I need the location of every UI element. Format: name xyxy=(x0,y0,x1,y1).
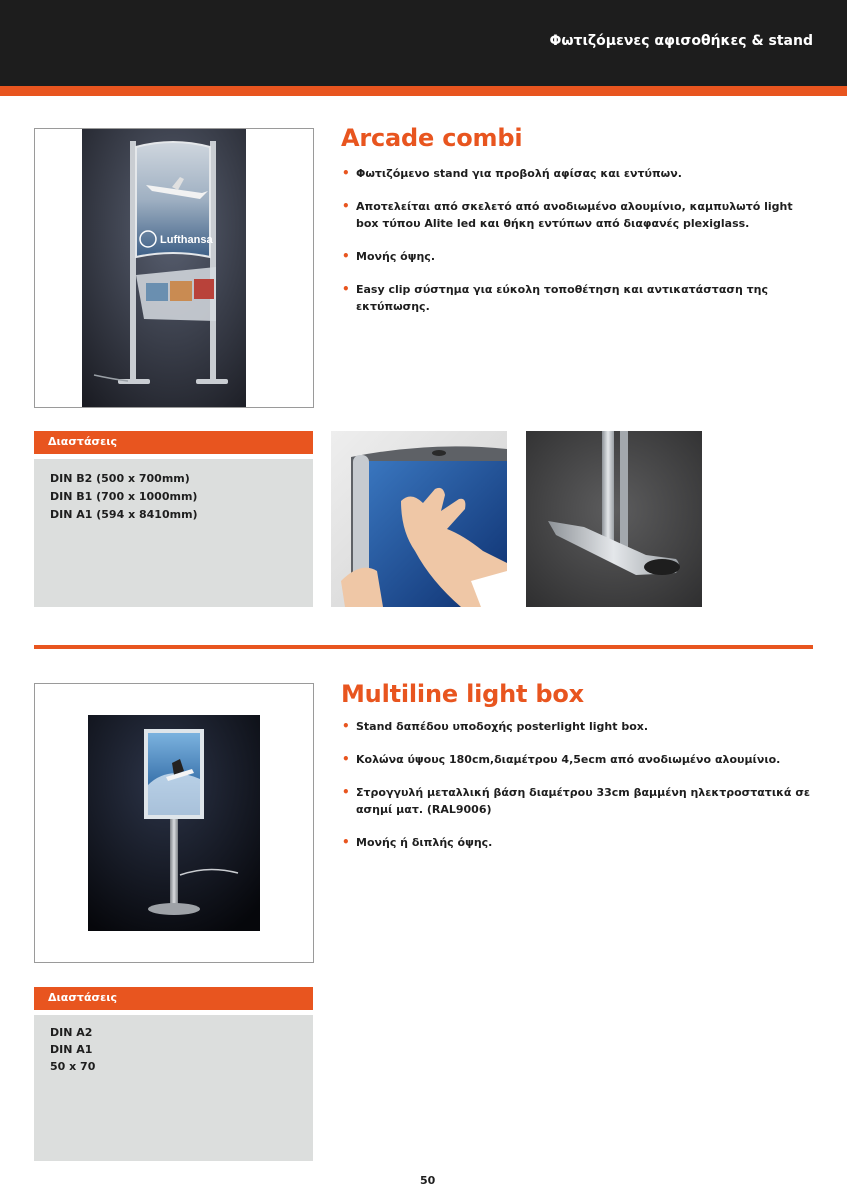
feature-item: • Μονής όψης. xyxy=(342,249,435,263)
arcade-combi-photo-frame xyxy=(34,128,314,408)
dimension-item: DIN A2 xyxy=(50,1026,93,1039)
dimensions-header: Διαστάσεις xyxy=(34,987,313,1010)
section-title: Φωτιζόμενες αφισοθήκες & stand xyxy=(549,33,813,49)
dimension-item: DIN B2 (500 x 700mm) xyxy=(50,472,190,485)
dimensions-panel xyxy=(34,459,313,607)
bullet-icon: • xyxy=(342,249,350,263)
page-header xyxy=(0,0,847,86)
bullet-icon: • xyxy=(342,835,350,849)
page-number: 50 xyxy=(420,1174,436,1187)
feature-list xyxy=(341,165,813,315)
bullet-icon: • xyxy=(342,282,350,296)
dimensions-header: Διαστάσεις xyxy=(34,431,313,454)
dimension-item: DIN A1 (594 x 8410mm) xyxy=(50,508,198,521)
arcade-combi-photo xyxy=(82,129,246,407)
multiline-light-box-photo xyxy=(88,715,260,931)
feature-list xyxy=(341,718,813,851)
bullet-icon: • xyxy=(342,719,350,733)
bullet-icon: • xyxy=(342,166,350,180)
multiline-photo-frame xyxy=(34,683,314,963)
feature-item: • Αποτελείται από σκελετό από ανοδιωμένο αλουμίνιο, καμπυλωτό light box τύπου Alite led και θήκη εντύπων από διαφανές plexiglass. xyxy=(342,199,793,230)
dimensions-panel xyxy=(34,1015,313,1161)
product-title: Multiline light box xyxy=(341,680,584,708)
product-title: Arcade combi xyxy=(341,124,523,152)
feature-item: • Μονής ή διπλής όψης. xyxy=(342,835,493,849)
dimension-item: 50 x 70 xyxy=(50,1060,96,1073)
header-accent-stripe xyxy=(0,86,847,96)
section-divider xyxy=(34,645,813,649)
bullet-icon: • xyxy=(342,199,350,213)
feature-item: • Stand δαπέδου υποδοχής posterlight light box. xyxy=(342,719,649,733)
feature-item: • Στρογγυλή μεταλλική βάση διαμέτρου 33cm βαμμένη ηλεκτροστατικά σε ασημί ματ. (RAL9006) xyxy=(342,785,811,816)
clip-frame-detail-photo xyxy=(331,431,507,607)
dimension-item: DIN A1 xyxy=(50,1043,93,1056)
poster-logo-text: Lufthansa xyxy=(160,234,213,246)
feature-item: • Easy clip σύστημα για εύκολη τοποθέτηση και αντικατάσταση της εκτύπωσης. xyxy=(342,282,768,313)
stand-base-detail-photo xyxy=(526,431,702,607)
bullet-icon: • xyxy=(342,752,350,766)
feature-item: • Κολώνα ύψους 180cm,διαμέτρου 4,5ecm από ανοδιωμένο αλουμίνιο. xyxy=(342,752,781,766)
dimension-item: DIN B1 (700 x 1000mm) xyxy=(50,490,198,503)
feature-item: • Φωτιζόμενο stand για προβολή αφίσας και εντύπων. xyxy=(342,166,682,180)
bullet-icon: • xyxy=(342,785,350,799)
